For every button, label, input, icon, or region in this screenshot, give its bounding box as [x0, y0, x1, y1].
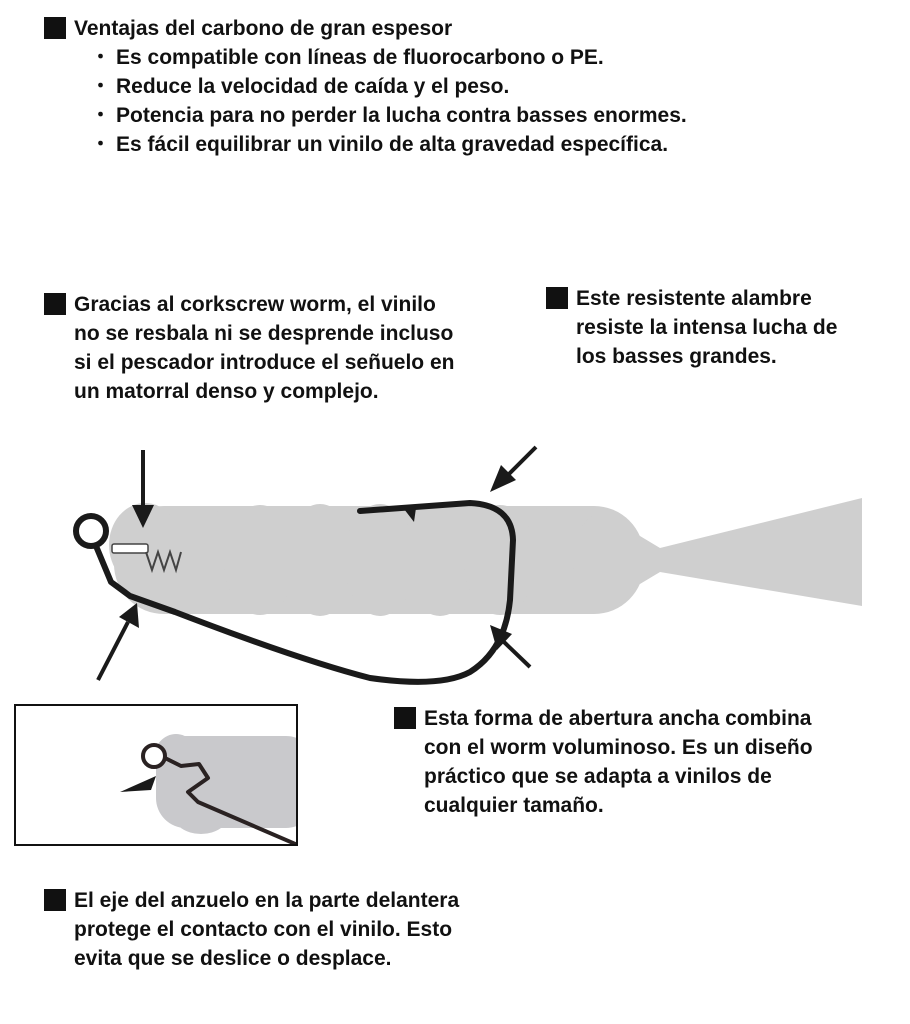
callout-corkscrew-text: Gracias al corkscrew worm, el vinilo no se resbala ni se desprende incluso si el pescador introduce el señuelo en un matorral denso y complejo.	[74, 293, 455, 403]
square-bullet-icon	[44, 889, 66, 911]
features-title: Ventajas del carbono de gran espesor	[74, 17, 453, 40]
inset-worm-body	[154, 734, 298, 834]
inset-detail	[14, 704, 298, 846]
feature-item: ・ Reduce la velocidad de caída y el peso.	[116, 72, 687, 101]
square-bullet-icon	[394, 707, 416, 729]
arrow-icon	[490, 447, 536, 492]
worm-tail	[630, 498, 862, 606]
callout-gap-text: Esta forma de abertura ancha combina con el worm voluminoso. Es un diseño práctico que se adapta a vinilos de cualquier tamaño.	[424, 707, 813, 817]
worm-body	[109, 503, 644, 616]
callout-shank	[44, 886, 459, 973]
feature-item: ・ Es fácil equilibrar un vinilo de alta gravedad específica.	[116, 130, 687, 159]
callout-wire-text: Este resistente alambre resiste la intensa lucha de los basses grandes.	[576, 287, 838, 368]
arrow-icon	[490, 625, 530, 667]
feature-item: ・ Potencia para no perder la lucha contra basses enormes.	[116, 101, 687, 130]
callout-shank-text: El eje del anzuelo en la parte delantera protege el contacto con el vinilo. Esto evita que se deslice o desplace.	[74, 889, 460, 970]
arrow-icon	[98, 603, 139, 680]
arrowhead-icon	[120, 776, 156, 792]
callout-gap	[394, 704, 813, 820]
inset-diagram	[16, 706, 298, 846]
feature-item: ・ Es compatible con líneas de fluorocarbono o PE.	[116, 43, 687, 72]
